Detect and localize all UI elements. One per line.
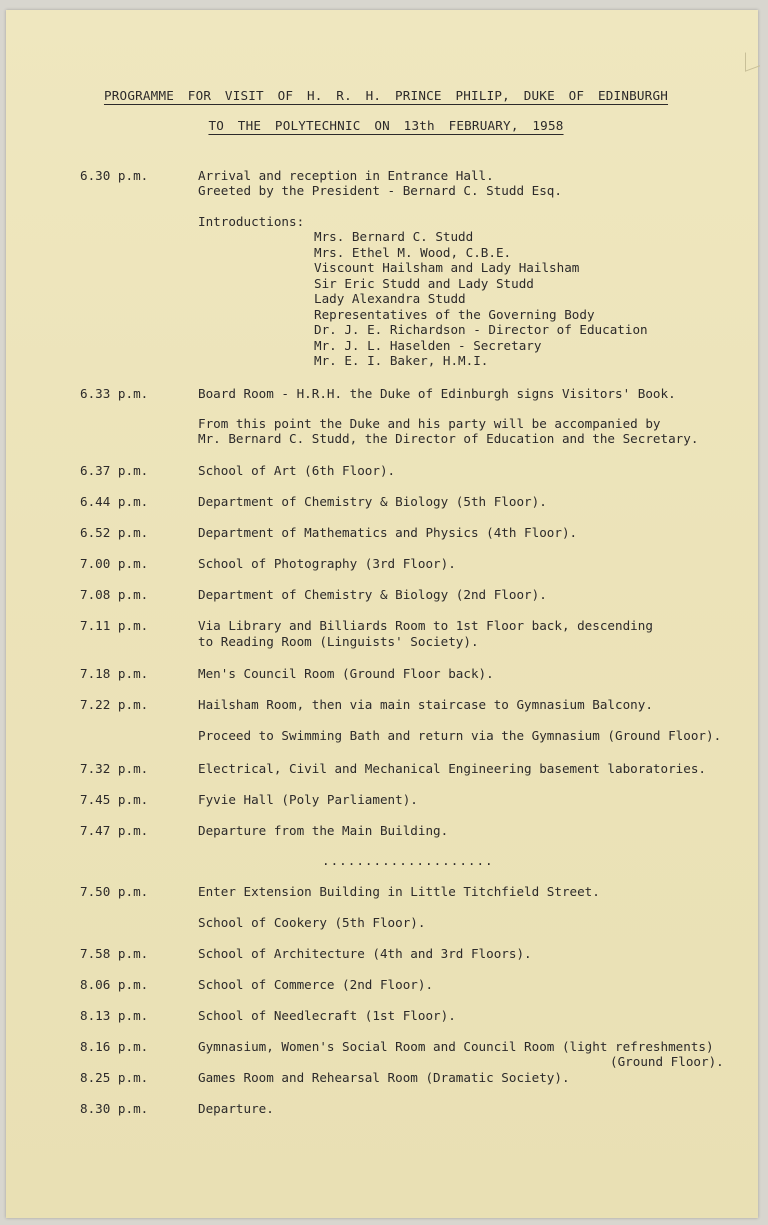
introduction-item: Mrs. Ethel M. Wood, C.B.E.	[314, 245, 512, 260]
entry-line: Men's Council Room (Ground Floor back).	[198, 666, 494, 681]
entry-line: Fyvie Hall (Poly Parliament).	[198, 792, 418, 807]
entry-line: School of Art (6th Floor).	[198, 463, 396, 478]
introduction-item: Mr. E. I. Baker, H.M.I.	[314, 353, 489, 368]
entry-line: Department of Chemistry & Biology (5th Floor).	[198, 494, 547, 509]
entry-time: 6.52 p.m.	[80, 525, 149, 540]
entry-time: 7.00 p.m.	[80, 556, 149, 571]
entry-line: Department of Chemistry & Biology (2nd Floor).	[198, 587, 547, 602]
entry-line: School of Commerce (2nd Floor).	[198, 977, 434, 992]
entry-line: Departure from the Main Building.	[198, 823, 449, 838]
entry-time: 7.45 p.m.	[80, 792, 149, 807]
entry-line: Proceed to Swimming Bath and return via the Gymnasium (Ground Floor).	[198, 728, 722, 743]
entry-line: Gymnasium, Women's Social Room and Council Room (light refreshments)	[198, 1039, 714, 1054]
entry-time: 7.32 p.m.	[80, 761, 149, 776]
entry-line: School of Cookery (5th Floor).	[198, 915, 426, 930]
entry-time: 7.18 p.m.	[80, 666, 149, 681]
entry-line: Department of Mathematics and Physics (4th Floor).	[198, 525, 578, 540]
entry-time: 6.44 p.m.	[80, 494, 149, 509]
entry-time: 6.33 p.m.	[80, 386, 149, 401]
entry-time: 7.08 p.m.	[80, 587, 149, 602]
entry-line: Electrical, Civil and Mechanical Engineering basement laboratories.	[198, 761, 706, 776]
entry-time: 8.30 p.m.	[80, 1101, 149, 1116]
programme-title: PROGRAMME FOR VISIT OF H. R. H. PRINCE PHILIP, DUKE OF EDINBURGH	[103, 88, 669, 103]
entry-time: 8.06 p.m.	[80, 977, 149, 992]
entry-line: Games Room and Rehearsal Room (Dramatic Society).	[198, 1070, 570, 1085]
entry-line-continuation: (Ground Floor).	[610, 1054, 724, 1069]
entry-time: 6.30 p.m.	[80, 168, 149, 183]
page-fold-mark	[745, 47, 760, 71]
document-page	[6, 10, 758, 1218]
entry-line: Hailsham Room, then via main staircase to Gymnasium Balcony.	[198, 697, 653, 712]
entry-line: School of Needlecraft (1st Floor).	[198, 1008, 456, 1023]
introduction-item: Mrs. Bernard C. Studd	[314, 229, 474, 244]
introduction-item: Sir Eric Studd and Lady Studd	[314, 276, 534, 291]
entry-line: Departure.	[198, 1101, 274, 1116]
entry-time: 8.13 p.m.	[80, 1008, 149, 1023]
entry-line: Mr. Bernard C. Studd, the Director of Education and the Secretary.	[198, 431, 699, 446]
entry-line: From this point the Duke and his party will be accompanied by	[198, 416, 661, 431]
introduction-item: Viscount Hailsham and Lady Hailsham	[314, 260, 580, 275]
entry-line: Board Room - H.R.H. the Duke of Edinburgh signs Visitors' Book.	[198, 386, 676, 401]
entry-line: Arrival and reception in Entrance Hall.	[198, 168, 494, 183]
introduction-item: Dr. J. E. Richardson - Director of Education	[314, 322, 648, 337]
section-separator: ....................	[322, 853, 494, 868]
entry-time: 7.22 p.m.	[80, 697, 149, 712]
introduction-item: Representatives of the Governing Body	[314, 307, 595, 322]
introduction-item: Lady Alexandra Studd	[314, 291, 466, 306]
entry-time: 8.16 p.m.	[80, 1039, 149, 1054]
entry-time: 7.47 p.m.	[80, 823, 149, 838]
entry-line: to Reading Room (Linguists' Society).	[198, 634, 479, 649]
entry-line: Via Library and Billiards Room to 1st Floor back, descending	[198, 618, 653, 633]
entry-time: 6.37 p.m.	[80, 463, 149, 478]
entry-line: Greeted by the President - Bernard C. Studd Esq.	[198, 183, 562, 198]
entry-time: 7.58 p.m.	[80, 946, 149, 961]
entry-line: Enter Extension Building in Little Titchfield Street.	[198, 884, 600, 899]
entry-line: School of Photography (3rd Floor).	[198, 556, 456, 571]
introductions-label: Introductions:	[198, 214, 305, 229]
introduction-item: Mr. J. L. Haselden - Secretary	[314, 338, 542, 353]
entry-time: 7.11 p.m.	[80, 618, 149, 633]
entry-time: 7.50 p.m.	[80, 884, 149, 899]
entry-line: School of Architecture (4th and 3rd Floors).	[198, 946, 532, 961]
programme-subtitle: TO THE POLYTECHNIC ON 13th FEBRUARY, 1958	[208, 118, 564, 133]
entry-time: 8.25 p.m.	[80, 1070, 149, 1085]
